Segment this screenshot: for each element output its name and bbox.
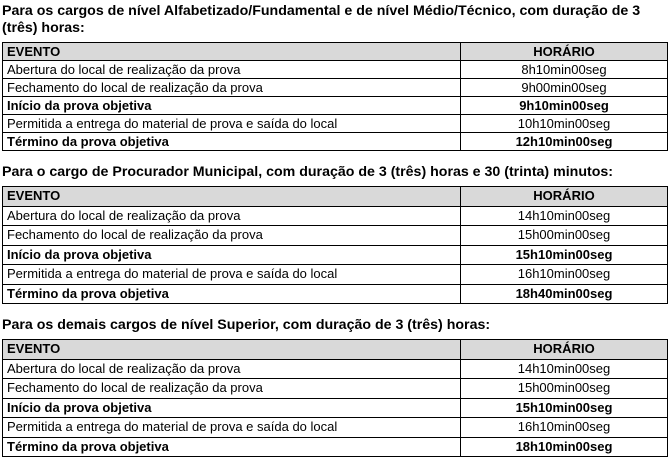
horario-cell: 9h00min00seg (461, 79, 668, 97)
evento-cell: Término da prova objetiva (3, 133, 461, 151)
evento-cell: Fechamento do local de realização da prova (3, 79, 461, 97)
schedule-table (2, 42, 668, 151)
section-heading: Para o cargo de Procurador Municipal, com duração de 3 (três) horas e 30 (trinta) minutos: (2, 164, 613, 180)
horario-cell: 15h10min00seg (461, 245, 668, 265)
table-row (3, 245, 668, 265)
evento-cell: Permitida a entrega do material de prova e saída do local (3, 115, 461, 133)
evento-cell: Início da prova objetiva (3, 97, 461, 115)
table-row (3, 379, 668, 399)
table-row (3, 265, 668, 285)
column-header-horario: HORÁRIO (461, 43, 668, 61)
horario-cell: 16h10min00seg (461, 418, 668, 438)
schedule-section-procurador (0, 164, 672, 301)
horario-cell: 16h10min00seg (461, 265, 668, 285)
schedule-section-fundamental-medio (0, 3, 672, 149)
horario-cell: 15h00min00seg (461, 379, 668, 399)
schedule-section-superior (0, 317, 672, 454)
evento-cell: Permitida a entrega do material de prova e saída do local (3, 418, 461, 438)
horario-cell: 8h10min00seg (461, 61, 668, 79)
table-row (3, 398, 668, 418)
column-header-horario: HORÁRIO (461, 187, 668, 207)
table-row (3, 418, 668, 438)
table-header-row (3, 43, 668, 61)
table-row (3, 226, 668, 246)
table-row (3, 284, 668, 304)
horario-cell: 9h10min00seg (461, 97, 668, 115)
evento-cell: Término da prova objetiva (3, 284, 461, 304)
evento-cell: Abertura do local de realização da prova (3, 61, 461, 79)
table-header-row (3, 340, 668, 360)
column-header-evento: EVENTO (3, 340, 461, 360)
evento-cell: Início da prova objetiva (3, 398, 461, 418)
table-row (3, 359, 668, 379)
section-heading: Para os cargos de nível Alfabetizado/Fundamental e de nível Médio/Técnico, com duração de 3 (três) horas: (2, 3, 641, 36)
evento-cell: Fechamento do local de realização da prova (3, 226, 461, 246)
schedule-table (2, 339, 668, 457)
table-header-row (3, 187, 668, 207)
horario-cell: 15h00min00seg (461, 226, 668, 246)
horario-cell: 12h10min00seg (461, 133, 668, 151)
table-row (3, 133, 668, 151)
horario-cell: 14h10min00seg (461, 359, 668, 379)
horario-cell: 18h40min00seg (461, 284, 668, 304)
column-header-evento: EVENTO (3, 187, 461, 207)
evento-cell: Abertura do local de realização da prova (3, 206, 461, 226)
horario-cell: 10h10min00seg (461, 115, 668, 133)
evento-cell: Abertura do local de realização da prova (3, 359, 461, 379)
evento-cell: Término da prova objetiva (3, 437, 461, 457)
table-row (3, 97, 668, 115)
evento-cell: Permitida a entrega do material de prova e saída do local (3, 265, 461, 285)
schedule-table (2, 186, 668, 304)
horario-cell: 18h10min00seg (461, 437, 668, 457)
evento-cell: Fechamento do local de realização da prova (3, 379, 461, 399)
column-header-evento: EVENTO (3, 43, 461, 61)
horario-cell: 15h10min00seg (461, 398, 668, 418)
table-row (3, 61, 668, 79)
evento-cell: Início da prova objetiva (3, 245, 461, 265)
section-heading: Para os demais cargos de nível Superior, com duração de 3 (três) horas: (2, 317, 491, 333)
table-row (3, 79, 668, 97)
horario-cell: 14h10min00seg (461, 206, 668, 226)
table-row (3, 115, 668, 133)
table-row (3, 206, 668, 226)
column-header-horario: HORÁRIO (461, 340, 668, 360)
table-row (3, 437, 668, 457)
